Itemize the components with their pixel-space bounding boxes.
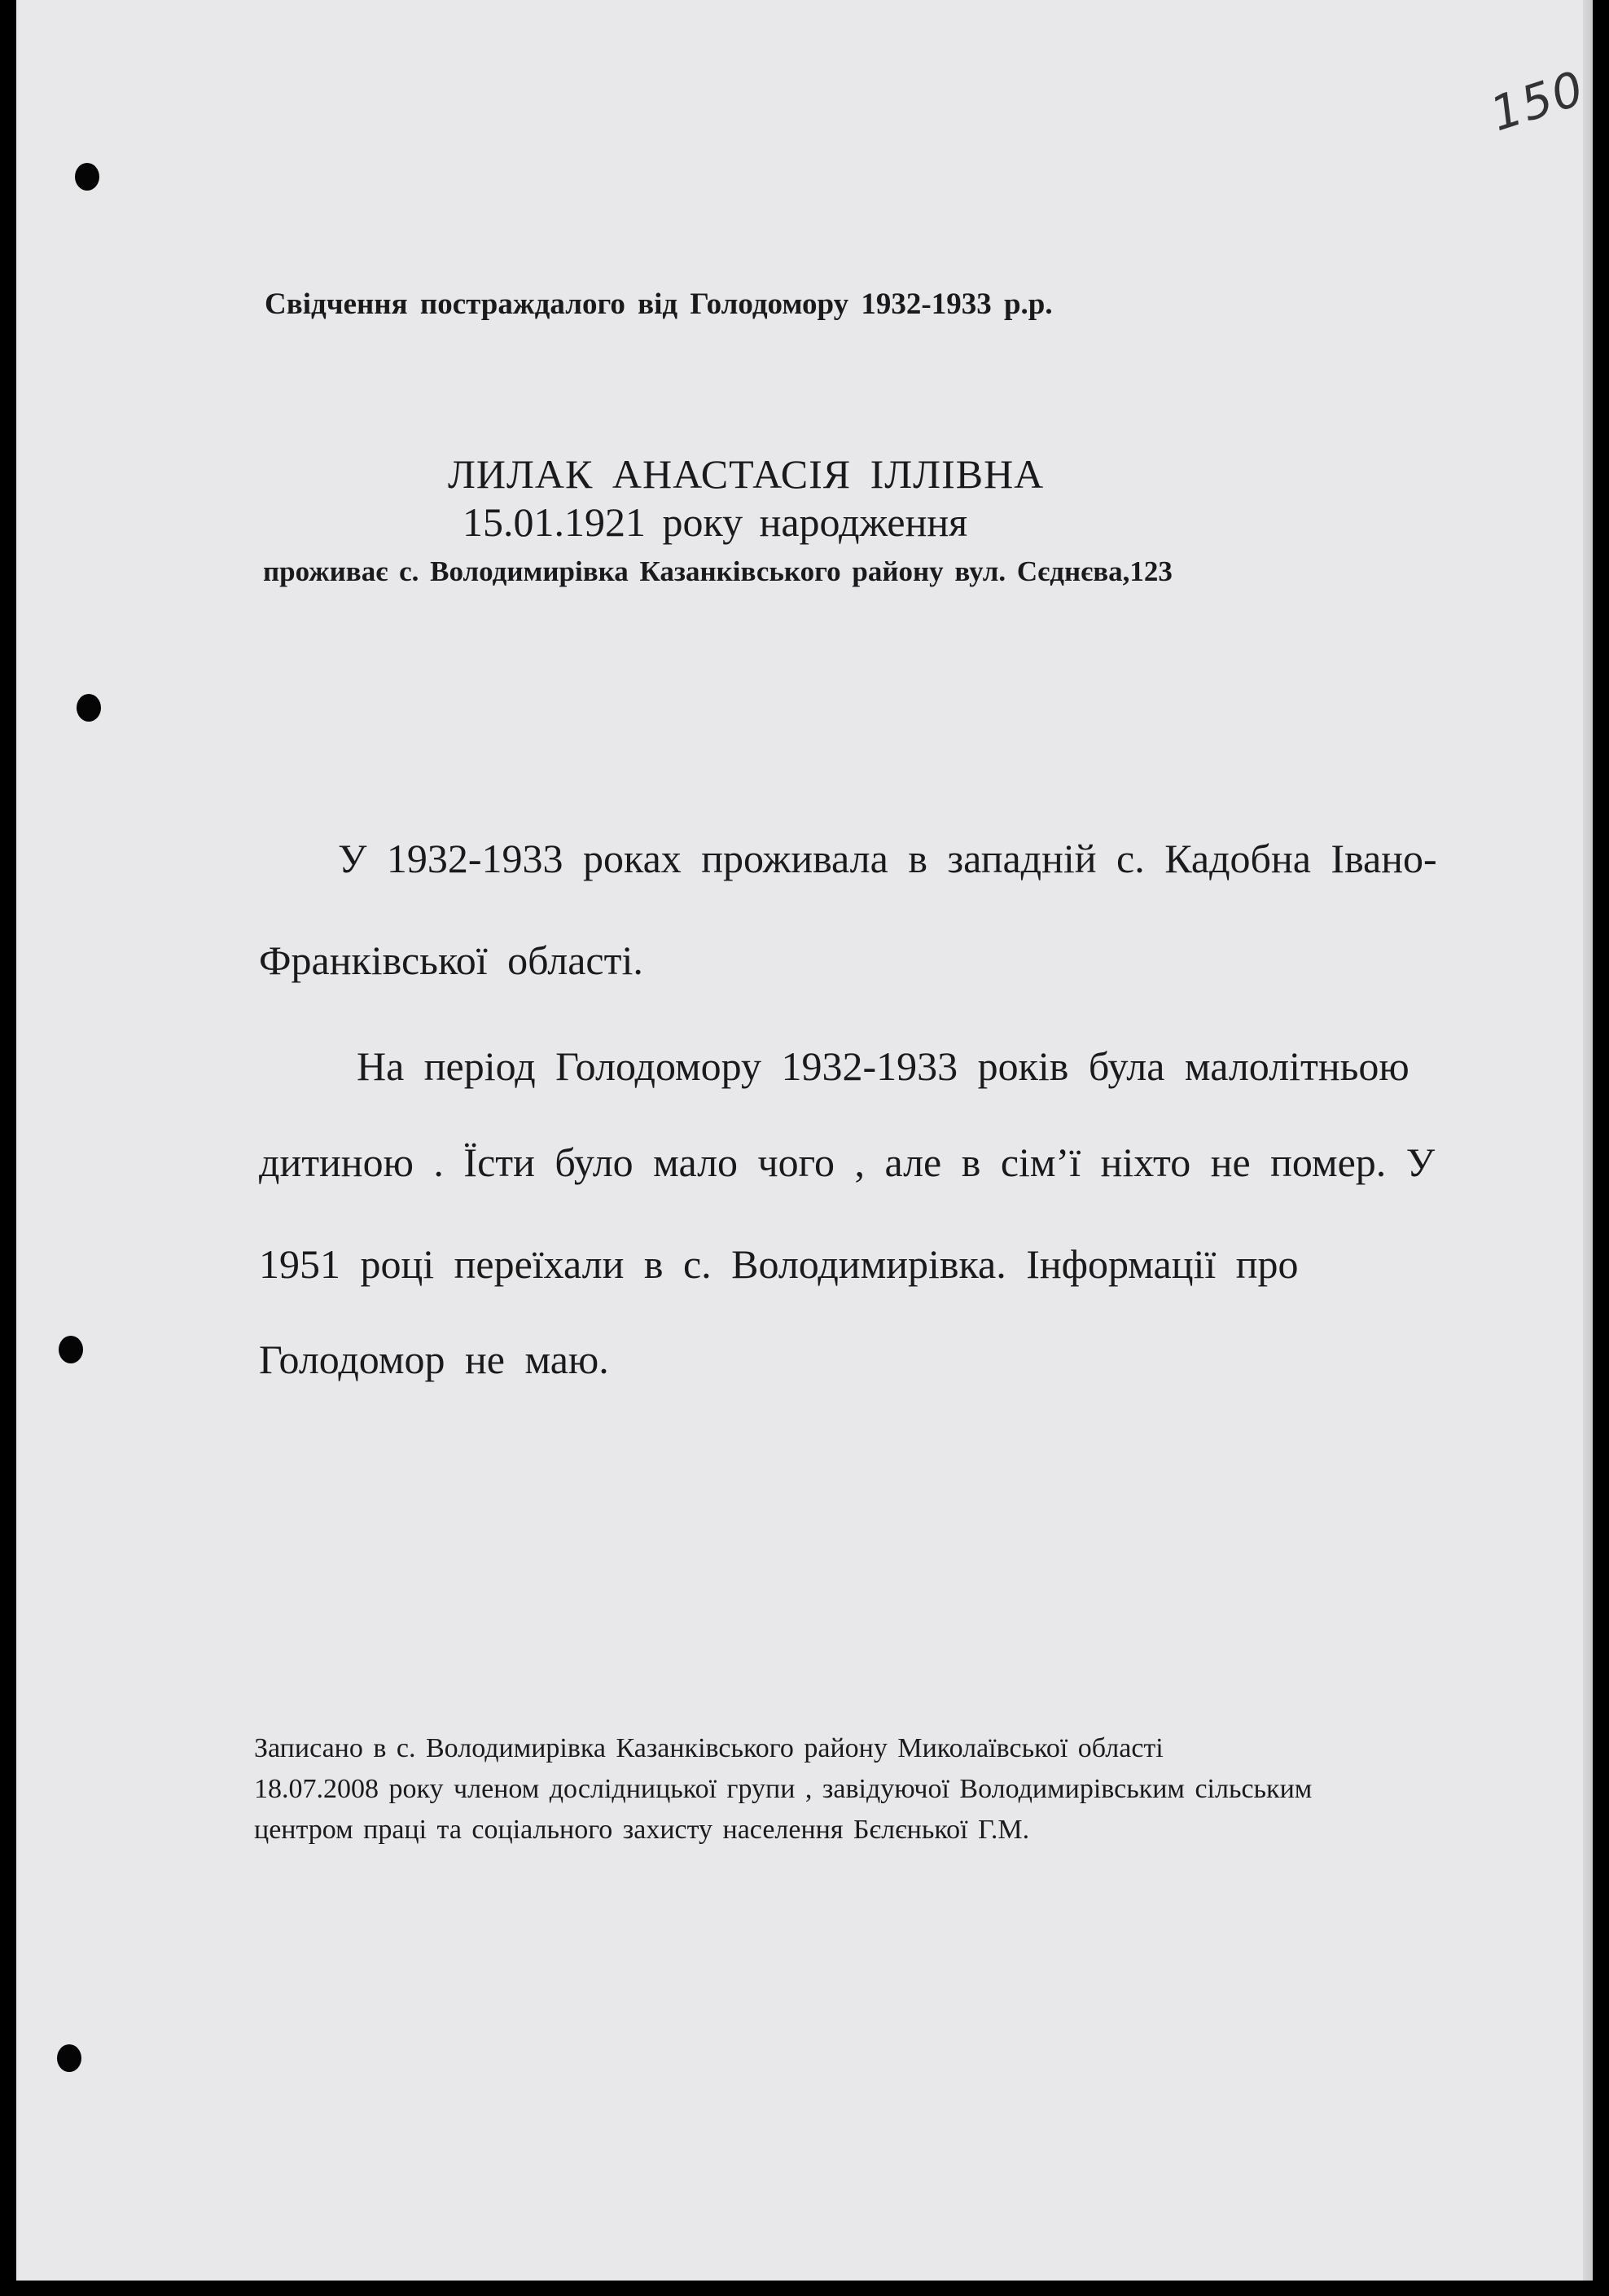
testimony-line: У 1932-1933 роках проживала в западній с. Кадобна Івано- (338, 836, 1437, 881)
punch-hole-icon (59, 1336, 83, 1363)
page-edge (1583, 0, 1593, 2281)
footer-line: Записано в с. Володимирівка Казанківського району Миколаївської області (254, 1733, 1164, 1763)
testimony-line: На період Голодомору 1932-1933 років була малолітньою (357, 1043, 1410, 1089)
person-birth-date: 15.01.1921 року народження (463, 499, 968, 545)
testimony-line: Голодомор не маю. (259, 1337, 609, 1382)
person-name: ЛИЛАК АНАСТАСІЯ ІЛЛІВНА (448, 451, 1045, 497)
document-title: Свідчення постраждалого від Голодомору 1932-1933 р.р. (265, 288, 1053, 321)
footer-line: центром праці та соціального захисту населення Бєлєнької Г.М. (254, 1815, 1030, 1845)
testimony-line: Франківської області. (259, 937, 643, 983)
testimony-line: 1951 році переїхали в с. Володимирівка. Інформації про (259, 1241, 1299, 1287)
footer-line: 18.07.2008 року членом дослідницької групи , завідуючої Володимирівським сільським (254, 1774, 1313, 1804)
document-page (16, 0, 1593, 2281)
testimony-line: дитиною . Їсти було мало чого , але в сім’ї ніхто не помер. У (259, 1139, 1436, 1185)
person-address: проживає с. Володимирівка Казанківського району вул. Сєднєва,123 (263, 555, 1173, 587)
punch-hole-icon (75, 163, 99, 191)
handwritten-page-number: 150 (1484, 59, 1592, 143)
punch-hole-icon (77, 694, 101, 722)
punch-hole-icon (57, 2044, 81, 2072)
